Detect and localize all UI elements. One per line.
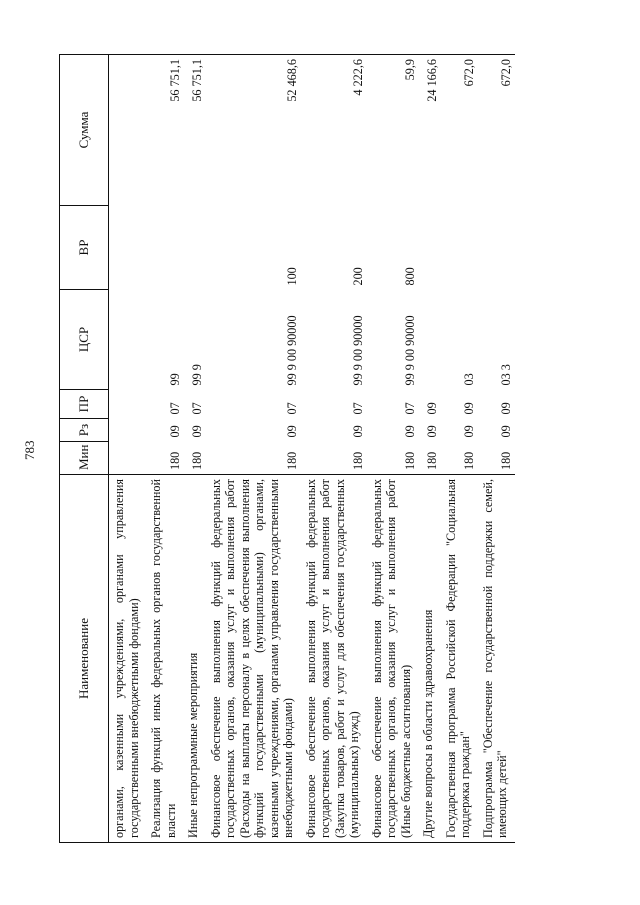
table-row: [301, 55, 367, 843]
cell-csr: 99 9 00 90000: [402, 315, 417, 386]
cell-min: 180: [285, 451, 299, 470]
cell-vr: 200: [351, 267, 365, 286]
cell-csr: 99: [167, 373, 182, 386]
cell-min: 180: [190, 451, 204, 470]
cell-rz: 09: [190, 425, 204, 438]
cell-csr: 99 9 00 90000: [285, 315, 299, 386]
cell-vr: [109, 206, 147, 290]
cell-vr: 800: [402, 267, 417, 286]
cell-csr: 03 3: [499, 364, 513, 386]
header-pr: ПР: [60, 390, 109, 419]
cell-name: органами, казенными учреждениями, органами управления государственными внебюджетными фондами): [109, 475, 147, 843]
cell-vr: [146, 206, 183, 290]
cell-min: 180: [499, 451, 513, 470]
cell-pr: 07: [167, 402, 182, 415]
header-rz: Рз: [60, 419, 109, 442]
cell-min: 180: [402, 451, 417, 470]
cell-vr: [441, 206, 478, 290]
cell-pr: 09: [499, 402, 513, 415]
cell-rz: 09: [499, 425, 513, 438]
cell-csr: 99 9: [190, 364, 204, 386]
cell-sum: 56 751,1: [146, 55, 183, 206]
cell-name: Финансовое обеспечение выполнения функций федеральных государственных органов, оказания услуг и выполнения работ (Расходы на выплаты персоналу в целях обеспечения выполнения функций государственными (муниципальными) органами, казенными учреждениями, органами управления государственными внебюджетными фондами): [206, 475, 301, 843]
table-row: [478, 55, 515, 843]
cell-min: 180: [167, 451, 182, 470]
cell-pr: 09: [462, 402, 476, 415]
cell-name: Иные непрограммные мероприятия: [183, 475, 206, 843]
cell-csr: [109, 290, 147, 390]
table-row: [183, 55, 206, 843]
cell-sum: 672,0: [478, 55, 515, 206]
cell-sum: 56 751,1: [183, 55, 206, 206]
cell-sum: [109, 55, 147, 206]
table-row: [441, 55, 478, 843]
cell-min: 180: [351, 451, 365, 470]
cell-vr: [418, 206, 441, 290]
budget-table: [59, 54, 515, 843]
table-header-row: [60, 55, 109, 843]
cell-min: [109, 442, 147, 475]
table-row: [418, 55, 441, 843]
cell-csr: 03: [462, 373, 476, 386]
cell-csr: [418, 290, 441, 390]
cell-rz: [109, 419, 147, 442]
cell-pr: 09: [425, 402, 439, 415]
cell-rz: 09: [285, 425, 299, 438]
header-name: Наименование: [60, 475, 109, 843]
cell-name: Финансовое обеспечение выполнения функций федеральных государственных органов, оказания услуг и выполнения работ (Закупка товаров, работ и услуг для обеспечения государственных (муниципальных) нужд): [301, 475, 367, 843]
cell-pr: 07: [285, 402, 299, 415]
cell-csr: 99 9 00 90000: [351, 315, 365, 386]
cell-pr: [109, 390, 147, 419]
header-min: Мин: [60, 442, 109, 475]
cell-pr: 07: [190, 402, 204, 415]
table-row: [146, 55, 183, 843]
cell-name: Государственная программа Российской Федерации "Социальная поддержка граждан": [441, 475, 478, 843]
table-row: [109, 55, 147, 843]
cell-rz: 09: [425, 425, 439, 438]
cell-sum: 59,9: [367, 55, 419, 206]
table-row: [206, 55, 301, 843]
cell-rz: 09: [402, 425, 417, 438]
cell-name: Подпрограмма "Обеспечение государственной поддержки семей, имеющих детей": [478, 475, 515, 843]
rotated-table-wrapper: [59, 55, 614, 843]
cell-sum: 672,0: [441, 55, 478, 206]
cell-rz: 09: [462, 425, 476, 438]
cell-name: Другие вопросы в области здравоохранения: [418, 475, 441, 843]
cell-min: 180: [462, 451, 476, 470]
cell-sum: 4 222,6: [301, 55, 367, 206]
cell-rz: 09: [167, 425, 182, 438]
page-number: 783: [22, 440, 37, 460]
cell-pr: 07: [351, 402, 365, 415]
header-vr: ВР: [60, 206, 109, 290]
cell-vr: 100: [285, 267, 299, 286]
cell-name: Финансовое обеспечение выполнения функций федеральных государственных органов, оказания услуг и выполнения работ (Иные бюджетные ассигнования): [367, 475, 419, 843]
cell-name: Реализация функций иных федеральных органов государственной власти: [146, 475, 183, 843]
cell-min: 180: [425, 451, 439, 470]
cell-vr: [478, 206, 515, 290]
header-sum: Сумма: [60, 55, 109, 206]
table-row: [367, 55, 419, 843]
cell-sum: 24 166,6: [418, 55, 441, 206]
header-csr: ЦСР: [60, 290, 109, 390]
cell-sum: 52 468,6: [206, 55, 301, 206]
cell-pr: 07: [402, 402, 417, 415]
cell-rz: 09: [351, 425, 365, 438]
cell-vr: [183, 206, 206, 290]
